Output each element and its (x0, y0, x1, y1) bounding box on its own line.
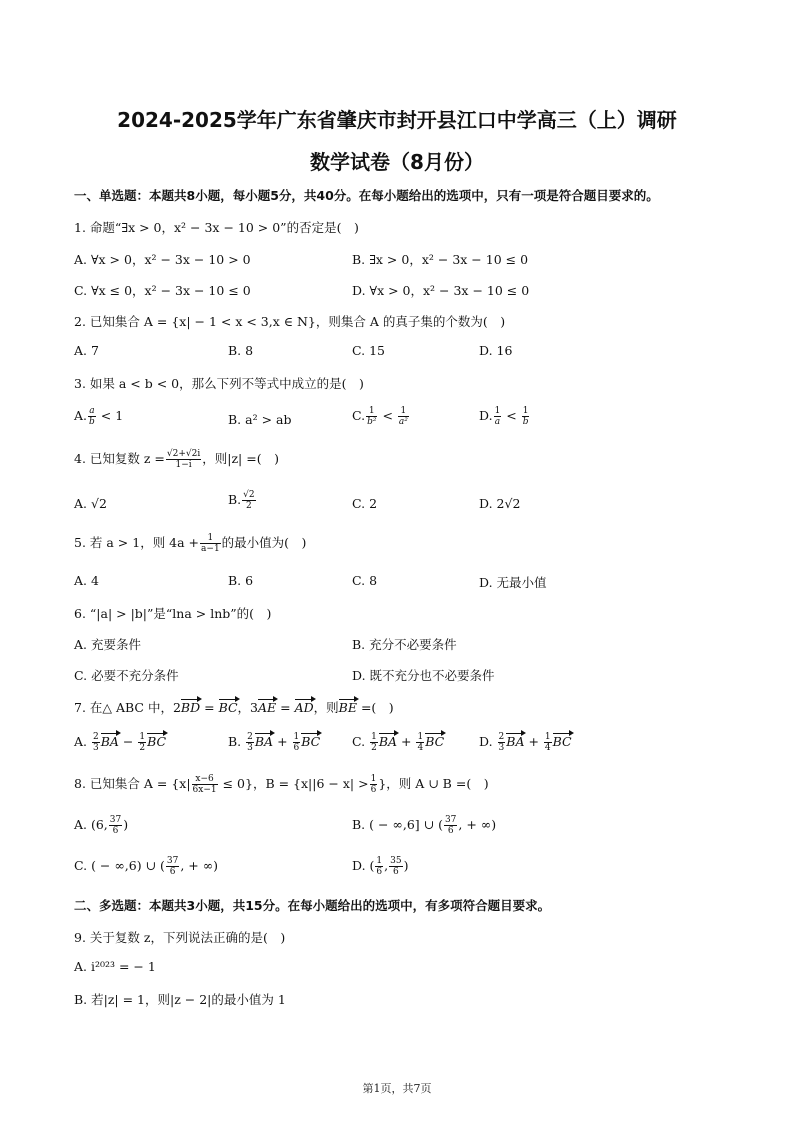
q5-pre: 5. 若 a > 1，则 4a + (74, 535, 200, 550)
q4-fraction (166, 449, 201, 470)
question-3-stem: 3. 如果 a < b < 0，那么下列不等式中成立的是( ) (74, 376, 364, 391)
q8-b-fraction (444, 815, 457, 836)
q4-b-num: √2 (243, 490, 255, 500)
q5-den: a−1 (201, 544, 220, 554)
q7-option-c: C. $\frac{1}{2}$ BA + $\frac{1}{4}$ BC (352, 732, 445, 753)
q8-c-fraction (166, 856, 179, 877)
q7-option-a: A. $\frac{2}{3}$ BA − $\frac{1}{2}$ BC (74, 732, 167, 753)
q8-a-n: 37 (109, 815, 122, 825)
q7-p2: ，3 (237, 700, 258, 715)
q8-a-d: 6 (112, 826, 119, 836)
question-2-stem: 2. 已知集合 A = {x| − 1 < x < 3,x ∈ N}，则集合 A 的真子集的个数为( ) (74, 314, 506, 329)
q8-b-r: , + ∞) (458, 817, 497, 832)
q3-a-num: a (89, 406, 95, 416)
q4-num: √2+√2i (166, 449, 201, 459)
q8-d-n1: 1 (376, 856, 383, 866)
q3-d-fraction-left: $\frac{1}{a}$ (494, 406, 501, 427)
q3-a-den: b (89, 417, 95, 427)
q5-post: 的最小值为( ) (221, 535, 307, 550)
q8-d-r: ) (403, 858, 409, 873)
q4-option-b (228, 490, 257, 511)
q8-mid: ≤ 0}，B = {x||6 − x| > (218, 776, 369, 791)
question-8-stem (74, 774, 489, 795)
q2-option-b: B. 8 (228, 343, 254, 358)
q8-d-d2: 6 (392, 867, 399, 877)
section-multi-choice-header: 二、多选题：本题共3小题，共15分。在每小题给出的选项中，有多项符合题目要求。 (74, 898, 551, 913)
q8-c-l: C. ( − ∞,6) ∪ ( (74, 858, 165, 873)
q1-option-c: C. ∀x ≤ 0，x² − 3x − 10 ≤ 0 (74, 283, 251, 298)
q7-vector-bc: BC (218, 700, 238, 715)
q3-option-d (479, 406, 530, 427)
q8-b-l: B. ( − ∞,6] ∪ ( (352, 817, 443, 832)
q8-b-d: 6 (447, 826, 454, 836)
q7-eq1: = (200, 700, 219, 715)
q7-p1: 2 (172, 700, 181, 715)
q8-c-r: , + ∞) (180, 858, 219, 873)
q5-option-b: B. 6 (228, 573, 254, 588)
q7-vector-ae: AE (258, 700, 277, 715)
q7-eq2: = (276, 700, 295, 715)
q8-a-r: ) (123, 817, 129, 832)
q1-option-d: D. ∀x > 0，x² − 3x − 10 ≤ 0 (352, 283, 530, 298)
q3-c-fraction-left: $\frac{1}{\text{b²}}$ (367, 406, 377, 427)
q9-option-a: A. i²⁰²³ = − 1 (74, 959, 156, 974)
q6-option-a: A. 充要条件 (74, 637, 141, 652)
q8-fraction-b (370, 774, 378, 795)
q4-pre: 4. 已知复数 z = (74, 451, 165, 466)
q5-num: 1 (200, 533, 221, 544)
q8-d-d1: 6 (376, 867, 383, 877)
q7-vector-ad: AD (294, 700, 314, 715)
q4-option-c: C. 2 (352, 496, 378, 511)
exam-title-line1: 2024-2025学年广东省肇庆市封开县江口中学高三（上）调研 (117, 108, 677, 132)
q8-d-m: , (384, 858, 389, 873)
q6-option-d: D. 既不充分也不必要条件 (352, 668, 495, 683)
q2-option-c: C. 15 (352, 343, 385, 358)
question-6-stem: 6. “|a| > |b|”是“lna > lnb”的( ) (74, 606, 272, 621)
q4-den: 1−i (175, 460, 192, 470)
q8-d-l: D. ( (352, 858, 375, 873)
q6-option-c: C. 必要不充分条件 (74, 668, 179, 683)
q3-c-lt: < (378, 408, 397, 423)
page-footer: 第1页，共7页 (362, 1082, 432, 1095)
q3-option-c (352, 406, 410, 427)
q8-fraction-a (192, 774, 218, 795)
q8-d-fraction-1 (375, 856, 383, 877)
q8-c-d: 6 (169, 867, 176, 877)
q8-d-fraction-2 (389, 856, 402, 877)
q7-vector-be: BE (338, 700, 357, 715)
q5-fraction (200, 533, 221, 554)
question-7-stem (74, 698, 394, 716)
q8-option-b (352, 815, 496, 836)
q8-option-c (74, 856, 218, 877)
q6-option-b: B. 充分不必要条件 (352, 637, 457, 652)
q5-option-a: A. 4 (74, 573, 99, 588)
q8-d-n2: 35 (390, 856, 402, 866)
q8-option-d (352, 856, 408, 877)
question-5-stem (74, 533, 306, 554)
q4-post: ，则|z| =( ) (202, 451, 279, 466)
q8-a-fraction (109, 815, 122, 836)
q8-c-n: 37 (166, 856, 179, 866)
q8-pre: 8. 已知集合 A = {x| (74, 776, 191, 791)
q3-d-lt: < (502, 408, 521, 423)
q3-a-label: A. (74, 408, 88, 423)
q8-den2: 6 (370, 785, 377, 795)
q1-option-a: A. ∀x > 0，x² − 3x − 10 > 0 (74, 252, 251, 267)
q2-option-d: D. 16 (479, 343, 513, 358)
q4-option-d: D. 2√2 (479, 496, 521, 511)
q8-b-n: 37 (444, 815, 457, 825)
q7-option-b: B. $\frac{2}{3}$ BA + $\frac{1}{6}$ BC (228, 732, 321, 753)
q1-option-b: B. ∃x > 0，x² − 3x − 10 ≤ 0 (352, 252, 529, 267)
q8-num: x−6 (192, 774, 218, 785)
q8-num2: 1 (370, 774, 377, 784)
q4-option-a: A. √2 (74, 496, 107, 511)
q5-option-d: D. 无最小值 (479, 575, 547, 590)
q8-den: 6x−1 (192, 785, 217, 795)
q3-a-rest: < 1 (96, 408, 124, 423)
question-1-stem: 1. 命题“∃x > 0，x² − 3x − 10 > 0”的否定是( ) (74, 220, 359, 235)
q3-option-b: B. a² > ab (228, 412, 292, 427)
q3-a-fraction (88, 406, 96, 427)
question-4-stem (74, 449, 279, 470)
q7-vector-bd: BD (180, 700, 201, 715)
q5-option-c: C. 8 (352, 573, 378, 588)
section-single-choice-header: 一、单选题：本题共8小题，每小题5分，共40分。在每小题给出的选项中，只有一项是符合题目要求的。 (74, 188, 659, 203)
q8-post: }，则 A ∪ B =( ) (378, 776, 489, 791)
q7-option-d: D. $\frac{2}{3}$ BA + $\frac{1}{4}$ BC (479, 732, 572, 753)
q3-c-label: C. (352, 408, 366, 423)
q8-option-a (74, 815, 128, 836)
question-9-stem: 9. 关于复数 z，下列说法正确的是( ) (74, 930, 286, 945)
q7-p3: ，则 (313, 700, 339, 715)
q3-c-fraction-right: $\frac{1}{\text{a²}}$ (398, 406, 408, 427)
exam-title-line2: 数学试卷（8月份） (310, 150, 484, 174)
q2-option-a: A. 7 (74, 343, 99, 358)
q8-a-l: A. (6, (74, 817, 108, 832)
q4-b-label: B. (228, 492, 242, 507)
q7-pre: 7. 在△ ABC 中， (74, 700, 173, 715)
q3-d-label: D. (479, 408, 493, 423)
q4-b-fraction (242, 490, 255, 511)
q9-option-b: B. 若|z| = 1，则|z − 2|的最小值为 1 (74, 992, 286, 1007)
q3-option-a (74, 406, 123, 427)
q7-post: =( ) (356, 700, 394, 715)
q4-b-den: 2 (246, 501, 252, 511)
q3-d-fraction-right: $\frac{1}{b}$ (522, 406, 529, 427)
